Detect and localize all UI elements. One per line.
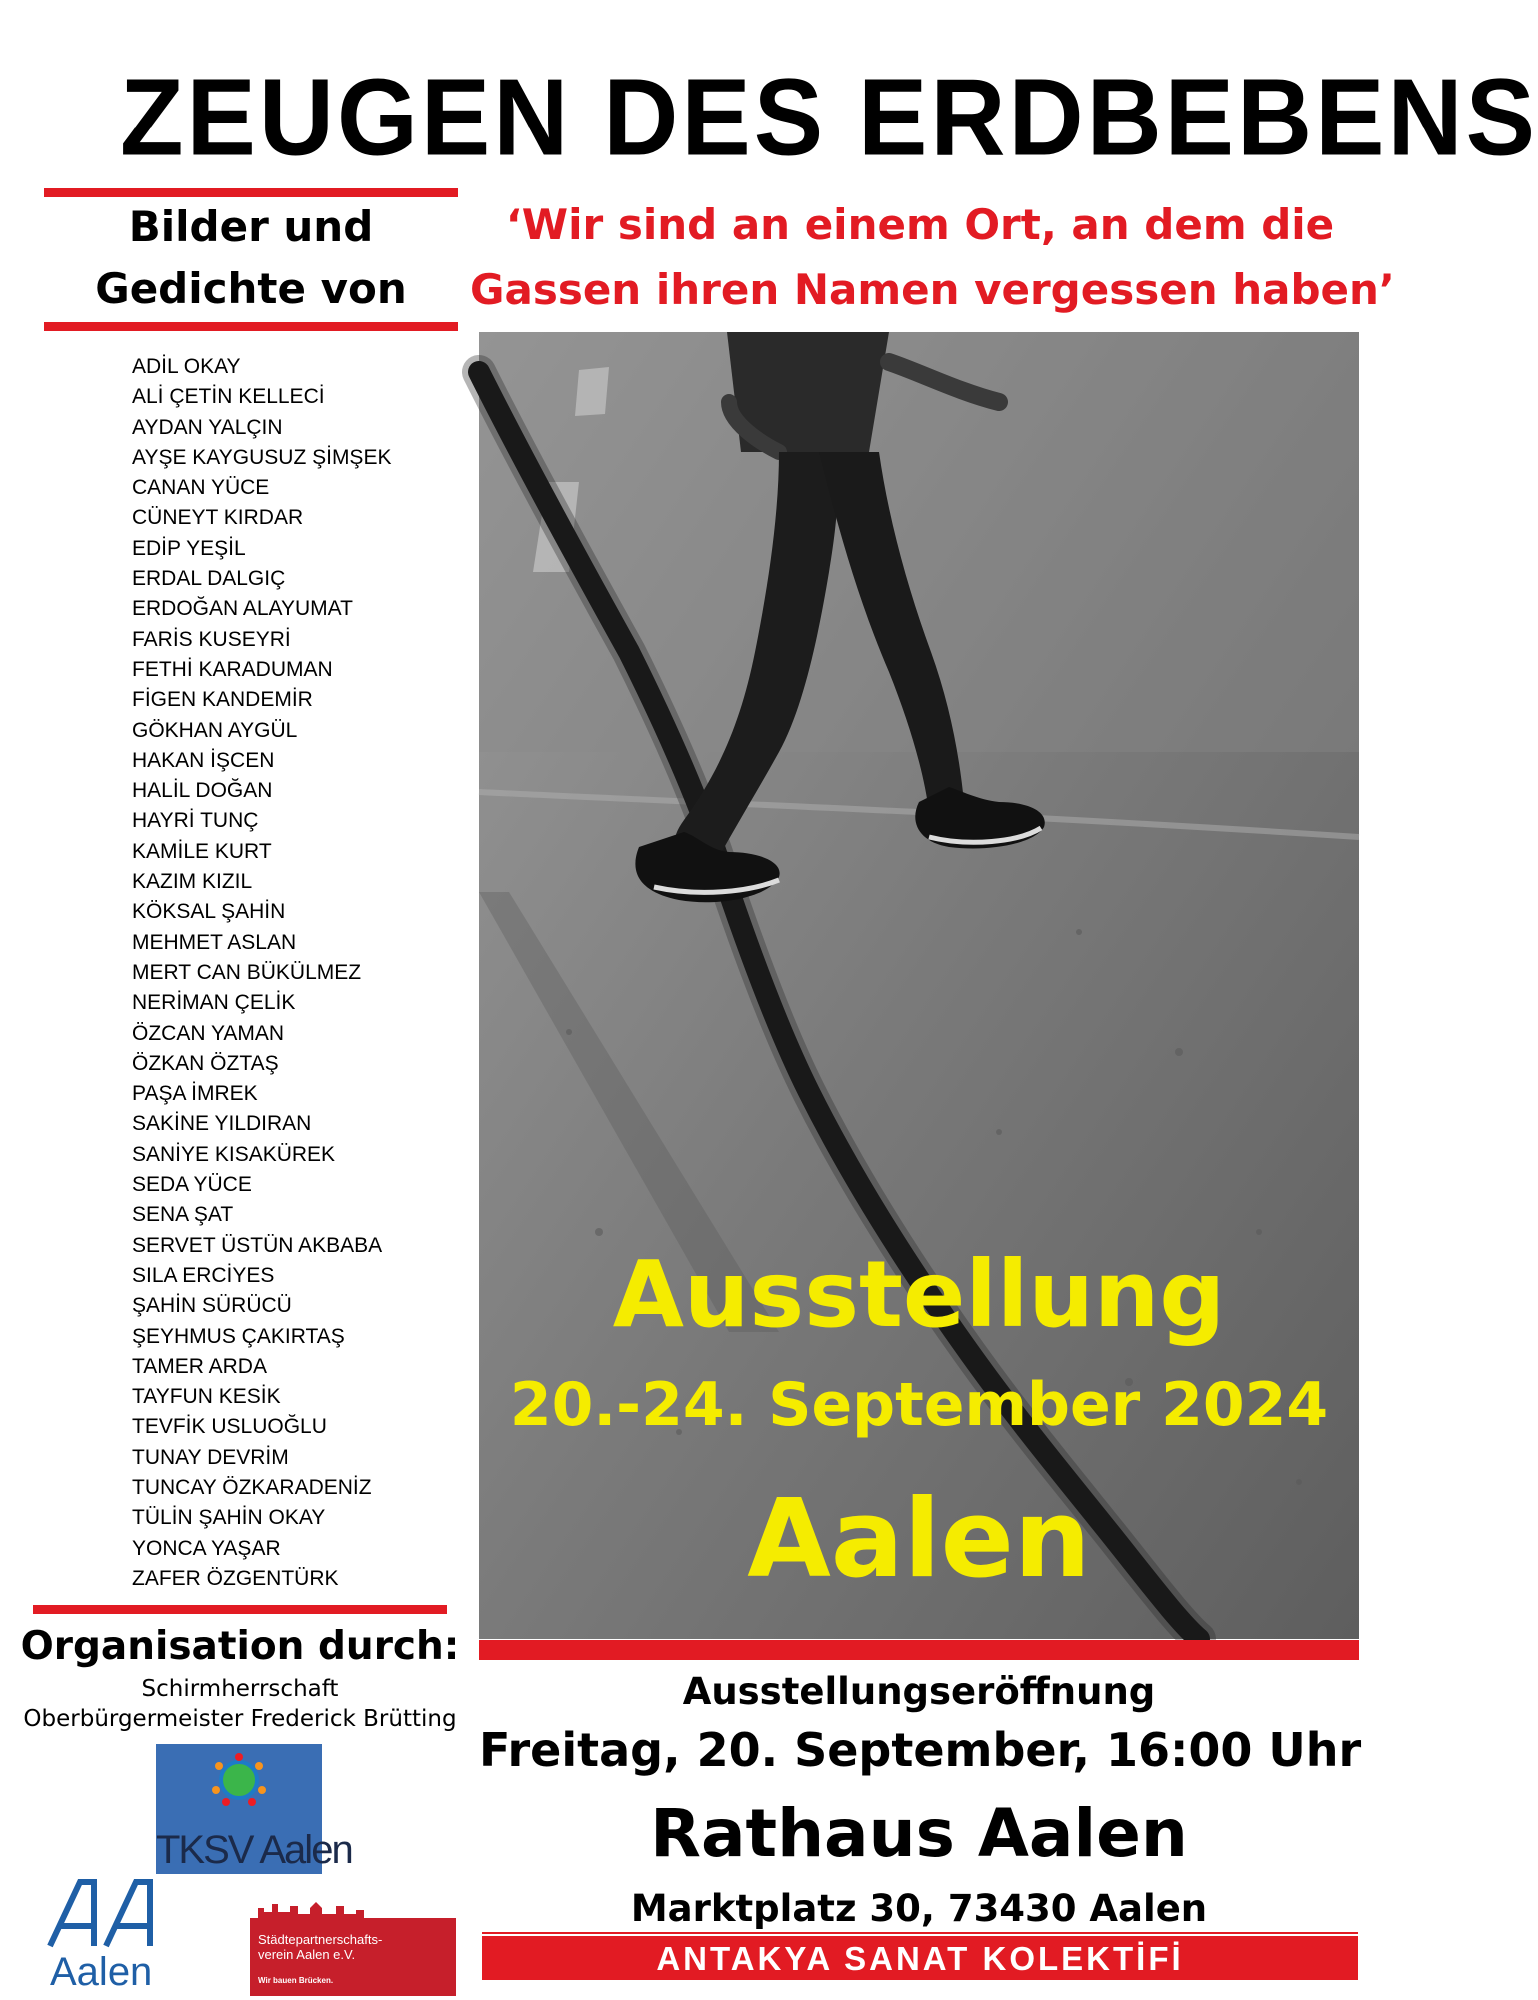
partnership-logo-tagline: Wir bauen Brücken. [258,1976,334,1985]
opening-time: Freitag, 20. September, 16:00 Uhr [479,1723,1362,1777]
artist-name: HAYRİ TUNÇ [132,809,259,833]
globe-icon [156,1744,322,1830]
artist-name: SENA ŞAT [132,1203,234,1227]
artist-name: TAYFUN KESİK [132,1385,281,1409]
artist-name: ADİL OKAY [132,355,241,378]
artist-name: FİGEN KANDEMİR [132,688,313,712]
artist-name: HAKAN İŞCEN [132,748,275,772]
artist-name: KÖKSAL ŞAHİN [132,900,286,924]
aalen-mark-icon [40,1874,180,1950]
artist-name: ŞAHİN SÜRÜCÜ [132,1294,292,1318]
artist-name: ZAFER ÖZGENTÜRK [132,1566,339,1590]
artist-name-list [132,352,391,1594]
quote-line-2: Gassen ihren Namen vergessen haben’ [470,265,1395,314]
quote [470,192,1395,322]
venue-name: Rathaus Aalen [650,1795,1188,1872]
artist-name: ERDOĞAN ALAYUMAT [132,597,353,621]
artist-name: TEVFİK USLUOĞLU [132,1415,327,1439]
exhibition-dates: 20.-24. September 2024 [509,1370,1329,1440]
artist-name: ÖZKAN ÖZTAŞ [132,1051,279,1075]
photo-illustration [479,332,1359,1639]
tksv-logo-text: TKSV Aalen [156,1828,352,1872]
names-bottom-rule [33,1605,447,1614]
earthquake-crack-photo [479,332,1359,1639]
artist-name: ŞEYHMUS ÇAKIRTAŞ [132,1324,345,1348]
partnership-logo-name: Städtepartnerschafts- verein Aalen e.V. [258,1932,383,1962]
artist-name: NERİMAN ÇELİK [132,991,296,1015]
artist-name: AYDAN YALÇIN [132,415,283,439]
artist-name: SANİYE KISAKÜREK [132,1142,336,1166]
subtitle-line-1: Bilder und [128,202,374,251]
artist-name: CANAN YÜCE [132,476,270,500]
exhibition-label: Ausstellung [612,1241,1226,1348]
artist-name: MERT CAN BÜKÜLMEZ [132,960,362,984]
quote-line-1: ‘Wir sind an einem Ort, an dem die [505,200,1335,249]
aalen-logo-text: Aalen [50,1950,153,1994]
organisation-title: Organisation durch: [20,1624,460,1669]
subtitle-line-2: Gedichte von [95,264,407,313]
aalen-city-logo [40,1874,180,1994]
address-underline [482,1932,1358,1934]
artist-name: ALİ ÇETİN KELLECİ [132,385,325,409]
venue-address: Marktplatz 30, 73430 Aalen [630,1887,1208,1930]
artist-name: KAZIM KIZIL [132,870,253,894]
opening-label: Ausstellungseröffnung [682,1670,1156,1713]
artist-name: PAŞA İMREK [132,1082,258,1106]
artist-name: FARİS KUSEYRİ [132,627,291,651]
skyline-icon [250,1902,456,1918]
artist-name: TUNAY DEVRİM [132,1445,289,1469]
patron-name: Oberbürgermeister Frederick Brütting [23,1706,457,1732]
subtitle [44,196,458,320]
artist-name: TUNCAY ÖZKARADENİZ [132,1475,372,1499]
exhibition-city: Aalen [747,1477,1091,1602]
artist-name: EDİP YEŞİL [132,536,246,560]
artist-name: MEHMET ASLAN [132,930,297,954]
artist-name: TÜLİN ŞAHİN OKAY [132,1506,326,1530]
artist-name: AYŞE KAYGUSUZ ŞİMŞEK [132,445,392,469]
artist-name: HALİL DOĞAN [132,779,273,803]
artist-name: CÜNEYT KIRDAR [132,506,304,530]
artist-name: SEDA YÜCE [132,1173,252,1197]
subtitle-bottom-rule [44,322,458,331]
artist-name: GÖKHAN AYGÜL [132,718,298,742]
artist-name: SERVET ÜSTÜN AKBABA [132,1233,383,1257]
artist-name: YONCA YAŞAR [132,1536,281,1560]
photo-bottom-bar [479,1640,1359,1660]
artist-name: ÖZCAN YAMAN [132,1021,285,1045]
artist-name: TAMER ARDA [132,1354,267,1378]
tksv-logo [156,1744,352,1874]
patronage-label: Schirmherrschaft [141,1676,339,1702]
partnership-association-logo [250,1918,456,1996]
artist-name: SILA ERCİYES [132,1263,275,1287]
artist-name: FETHİ KARADUMAN [132,657,333,681]
poster-title: ZEUGEN DES ERDBEBENS [120,57,1538,179]
artist-name: SAKİNE YILDIRAN [132,1112,312,1136]
collective-banner: ANTAKYA SANAT KOLEKTİFİ [482,1936,1358,1980]
artist-name: ERDAL DALGIÇ [132,567,286,591]
artist-name: KAMİLE KURT [132,839,272,863]
